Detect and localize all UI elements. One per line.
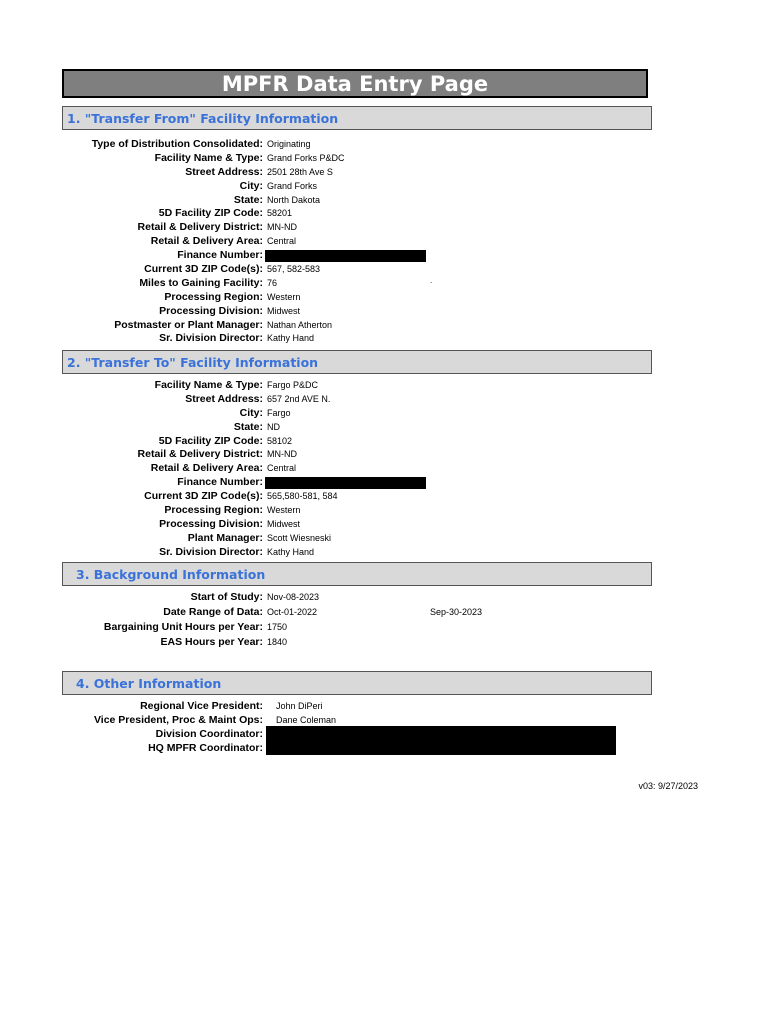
field-label: Retail & Delivery Area: [150,235,263,248]
field-label: EAS Hours per Year: [160,636,263,648]
field-value: Midwest [267,305,301,316]
field-label: Street Address: [185,165,263,178]
field-label: Postmaster or Plant Manager: [114,318,263,331]
field-value: Fargo [267,407,291,418]
field-label: Finance Number: [177,476,263,489]
field-row [0,532,770,546]
section-other-heading: 4. Other Information [62,671,652,695]
field-row [0,435,770,449]
field-label: Retail & Delivery Area: [150,462,263,475]
section-transfer-to-heading: 2. "Transfer To" Facility Information [62,350,652,374]
field-label: Processing Region: [164,504,263,517]
field-value: 58201 [267,208,293,219]
field-row [0,305,770,319]
field-label: Facility Name & Type: [154,151,263,164]
field-value: Fargo P&DC [267,380,319,390]
field-label: Street Address: [185,392,263,405]
field-value: Kathy Hand [267,333,315,344]
redaction-box [265,250,426,262]
field-row [0,152,770,166]
field-label: Plant Manager: [187,531,263,544]
field-label: Current 3D ZIP Code(s): [144,263,263,276]
field-row [0,462,770,476]
field-label: Facility Name & Type: [154,379,263,391]
field-row [0,713,770,727]
field-row [0,393,770,407]
field-value: 567, 582-583 [267,264,321,275]
field-label: State: [233,420,263,433]
field-label: Sr. Division Director: [159,545,263,558]
field-label: Regional Vice President: [140,700,263,712]
field-row [0,605,770,620]
field-row [0,332,770,346]
redaction-box [265,477,426,489]
field-value: Grand Forks P&DC [267,152,345,163]
version-stamp: v03: 9/27/2023 [638,781,698,791]
stray-mark: . [430,276,433,285]
field-label: Bargaining Unit Hours per Year: [103,621,263,633]
field-value: Central [267,463,297,474]
field-row [0,476,770,490]
field-value: 657 2nd AVE N. [267,393,331,404]
field-label: 5D Facility ZIP Code: [158,207,263,220]
field-label: Processing Division: [159,517,263,530]
field-value: Grand Forks [267,180,318,191]
field-value: Western [267,505,301,516]
field-row [0,263,770,277]
field-label: 5D Facility ZIP Code: [158,434,263,447]
field-label: Vice President, Proc & Maint Ops: [93,714,263,726]
field-row [0,620,770,635]
field-row [0,221,770,235]
field-row [0,504,770,518]
page-title: MPFR Data Entry Page [62,69,648,98]
field-row [0,699,770,713]
field-label: Finance Number: [177,249,263,262]
field-label: Sr. Division Director: [159,332,263,345]
field-row [0,407,770,421]
field-label: Division Coordinator: [155,728,263,740]
field-label: City: [239,406,263,419]
field-value: MN-ND [267,449,297,460]
section-transfer-from-heading: 1. "Transfer From" Facility Information [62,106,652,130]
field-row [0,277,770,291]
field-label: Processing Region: [164,290,263,303]
field-row [0,546,770,560]
field-value: 1840 [267,637,288,647]
field-label: Current 3D ZIP Code(s): [144,490,263,503]
field-row [0,138,770,152]
field-value: Nathan Atherton [267,319,333,330]
field-row [0,249,770,263]
field-value: Nov-08-2023 [267,592,320,602]
field-label: HQ MPFR Coordinator: [148,742,263,754]
field-label: Miles to Gaining Facility: [139,276,263,289]
transfer-to-fields [0,379,770,560]
field-value: Scott Wiesneski [267,532,332,543]
field-row [0,421,770,435]
field-value: 76 [267,277,278,288]
field-row [0,166,770,180]
field-label: Start of Study: [190,591,263,603]
field-label: Date Range of Data: [163,606,263,618]
background-fields [0,590,770,650]
field-label: State: [233,193,263,206]
field-label: City: [239,179,263,192]
field-value: John DiPeri [276,701,323,711]
field-value: 565,580-581, 584 [267,491,338,502]
field-label: Processing Division: [159,304,263,317]
section-background-heading: 3. Background Information [62,562,652,586]
field-row [0,635,770,650]
field-row [0,235,770,249]
field-value: Dane Coleman [276,715,337,725]
field-value: 1750 [267,622,288,632]
field-value: Originating [267,139,311,149]
field-label: Type of Distribution Consolidated: [91,138,263,150]
field-value: North Dakota [267,194,321,205]
field-value: Central [267,236,297,247]
field-row [0,319,770,333]
field-row [0,518,770,532]
field-row [0,490,770,504]
date-range-end: Sep-30-2023 [430,607,483,617]
field-label: Retail & Delivery District: [137,448,263,461]
transfer-from-fields [0,138,770,346]
field-value: Oct-01-2022 [267,607,318,617]
field-value: 58102 [267,435,293,446]
field-row [0,291,770,305]
field-row [0,590,770,605]
field-value: Western [267,291,301,302]
field-row [0,207,770,221]
field-value: MN-ND [267,222,297,233]
field-label: Retail & Delivery District: [137,221,263,234]
field-value: ND [267,421,280,432]
field-value: Kathy Hand [267,546,315,557]
field-row [0,194,770,208]
redaction-box [266,726,616,755]
field-row [0,448,770,462]
field-value: Midwest [267,518,301,529]
field-row [0,379,770,393]
field-value: 2501 28th Ave S [267,166,333,177]
field-row [0,180,770,194]
